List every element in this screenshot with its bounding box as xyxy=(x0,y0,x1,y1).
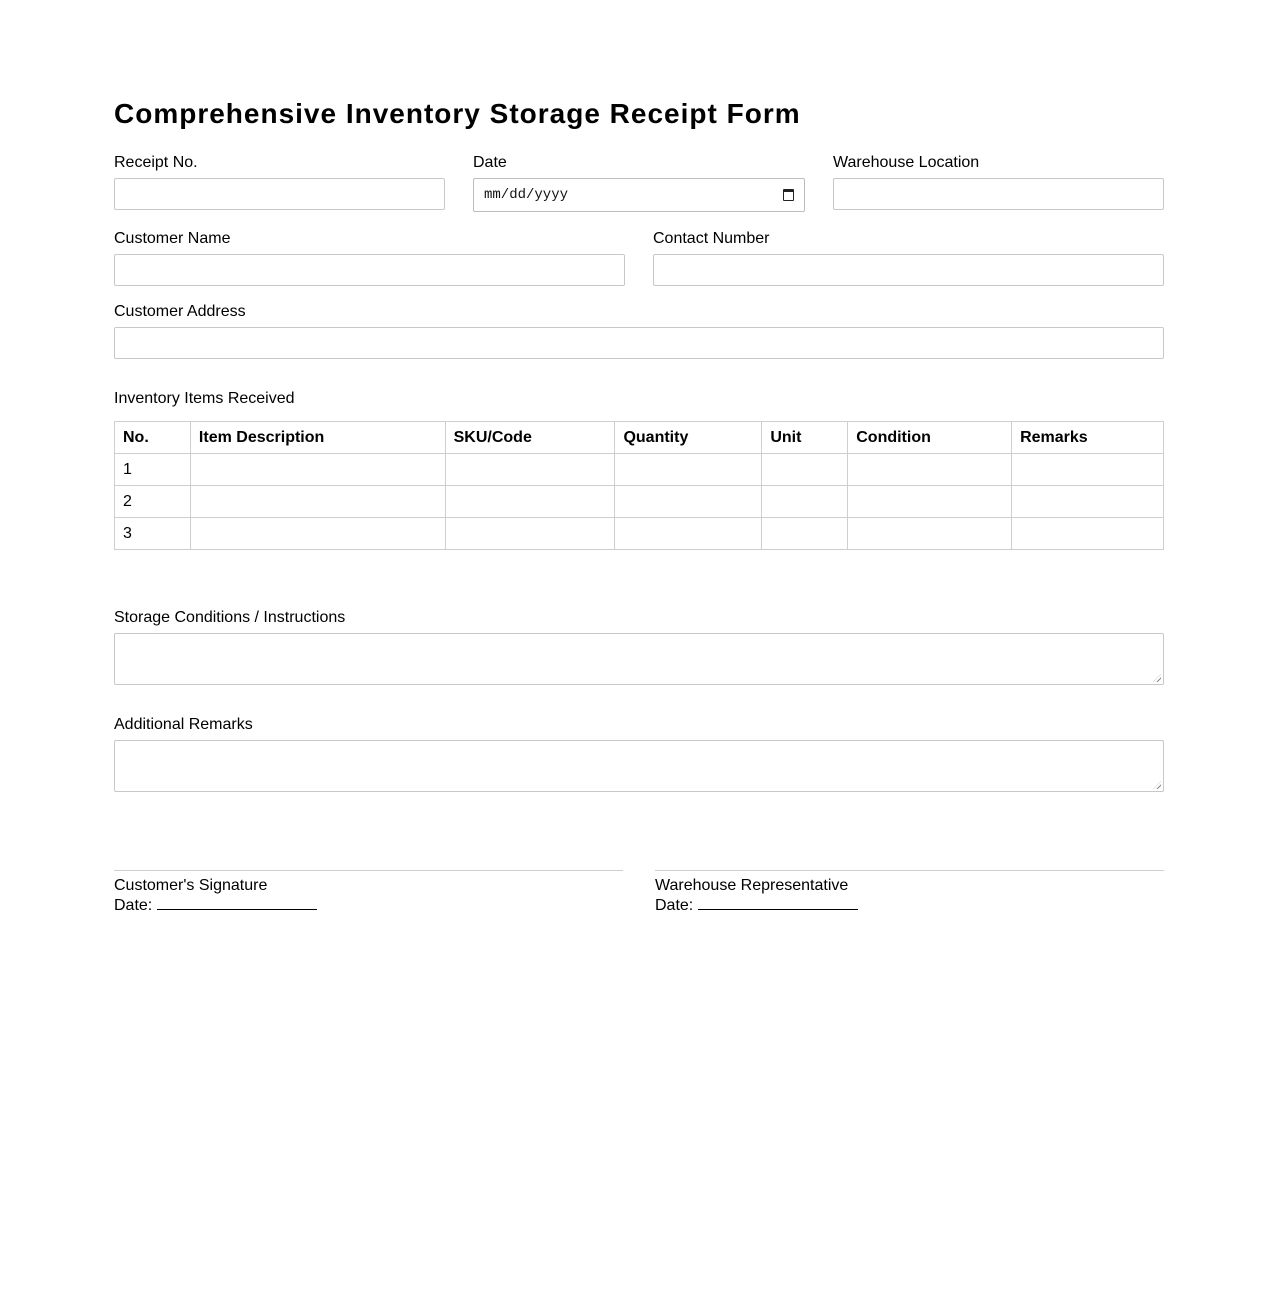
cell-sku[interactable] xyxy=(445,486,615,518)
col-header-condition: Condition xyxy=(848,422,1012,454)
date-label: Date xyxy=(473,154,507,171)
cell-condition[interactable] xyxy=(848,486,1012,518)
warehouse-date-line xyxy=(698,895,858,910)
cell-no: 2 xyxy=(115,486,191,518)
cell-unit[interactable] xyxy=(762,486,848,518)
resize-handle-icon[interactable] xyxy=(1153,674,1161,682)
customer-signature-block xyxy=(114,870,623,915)
cell-item-description[interactable] xyxy=(190,518,445,550)
additional-remarks-textarea[interactable] xyxy=(114,740,1164,792)
contact-number-group xyxy=(653,230,1164,286)
inventory-section-label: Inventory Items Received xyxy=(114,390,295,407)
cell-quantity[interactable] xyxy=(615,518,762,550)
cell-item-description[interactable] xyxy=(190,454,445,486)
cell-no: 3 xyxy=(115,518,191,550)
warehouse-signature-label: Warehouse Representative xyxy=(655,877,849,894)
cell-quantity[interactable] xyxy=(615,486,762,518)
calendar-icon[interactable] xyxy=(783,189,794,201)
customer-name-input[interactable] xyxy=(114,254,625,286)
customer-signature-label: Customer's Signature xyxy=(114,877,268,894)
warehouse-location-input[interactable] xyxy=(833,178,1164,210)
resize-handle-icon[interactable] xyxy=(1153,781,1161,789)
cell-remarks[interactable] xyxy=(1012,454,1164,486)
warehouse-location-group xyxy=(833,154,1164,210)
contact-number-input[interactable] xyxy=(653,254,1164,286)
customer-signature-date xyxy=(114,895,623,915)
date-input[interactable] xyxy=(473,178,805,212)
col-header-sku: SKU/Code xyxy=(445,422,615,454)
col-header-remarks: Remarks xyxy=(1012,422,1164,454)
cell-condition[interactable] xyxy=(848,454,1012,486)
cell-sku[interactable] xyxy=(445,518,615,550)
customer-address-input[interactable] xyxy=(114,327,1164,359)
col-header-no: No. xyxy=(115,422,191,454)
table-header-row xyxy=(115,422,1164,454)
customer-name-group xyxy=(114,230,625,286)
customer-name-label: Customer Name xyxy=(114,230,231,247)
table-row xyxy=(115,518,1164,550)
table-row xyxy=(115,454,1164,486)
customer-date-label: Date: xyxy=(114,897,153,914)
customer-address-label: Customer Address xyxy=(114,303,246,320)
warehouse-signature-date xyxy=(655,895,1164,915)
inventory-table xyxy=(114,421,1164,550)
warehouse-location-label: Warehouse Location xyxy=(833,154,980,171)
warehouse-date-label: Date: xyxy=(655,897,694,914)
cell-sku[interactable] xyxy=(445,454,615,486)
cell-unit[interactable] xyxy=(762,454,848,486)
customer-date-line xyxy=(157,895,317,910)
cell-quantity[interactable] xyxy=(615,454,762,486)
table-row xyxy=(115,486,1164,518)
cell-no: 1 xyxy=(115,454,191,486)
additional-remarks-label: Additional Remarks xyxy=(114,716,253,733)
cell-condition[interactable] xyxy=(848,518,1012,550)
col-header-item-description: Item Description xyxy=(190,422,445,454)
date-group xyxy=(473,154,805,212)
col-header-quantity: Quantity xyxy=(615,422,762,454)
page-title: Comprehensive Inventory Storage Receipt Form xyxy=(114,98,801,129)
cell-item-description[interactable] xyxy=(190,486,445,518)
warehouse-signature-block xyxy=(655,870,1164,915)
cell-remarks[interactable] xyxy=(1012,518,1164,550)
date-placeholder: mm/dd/yyyy xyxy=(484,187,569,203)
cell-remarks[interactable] xyxy=(1012,486,1164,518)
receipt-no-label: Receipt No. xyxy=(114,154,198,171)
col-header-unit: Unit xyxy=(762,422,848,454)
contact-number-label: Contact Number xyxy=(653,230,770,247)
receipt-no-group xyxy=(114,154,445,210)
cell-unit[interactable] xyxy=(762,518,848,550)
receipt-no-input[interactable] xyxy=(114,178,445,210)
storage-conditions-label: Storage Conditions / Instructions xyxy=(114,609,346,626)
customer-address-group xyxy=(114,303,1164,359)
storage-conditions-textarea[interactable] xyxy=(114,633,1164,685)
